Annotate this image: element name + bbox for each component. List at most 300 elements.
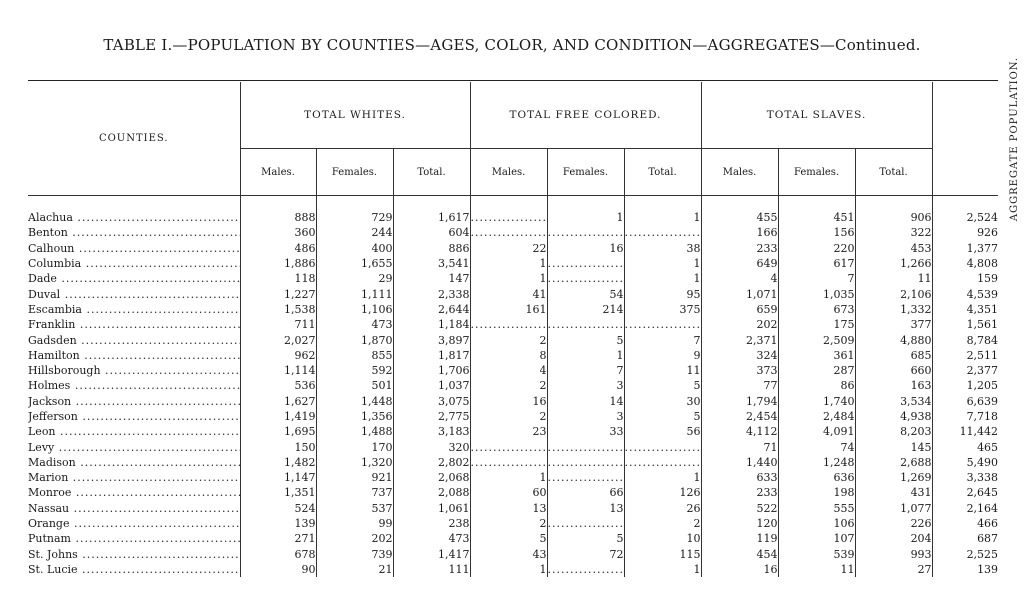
cell-fc-t: 2	[624, 516, 701, 531]
cell-s-f: 1,035	[778, 286, 855, 301]
cell-s-t: 2,688	[855, 455, 932, 470]
cell-w-t: 1,417	[393, 547, 470, 562]
cell-w-f: 592	[316, 363, 393, 378]
cell-s-t: 1,077	[855, 501, 932, 516]
cell-w-m: 1,419	[240, 409, 316, 424]
cell-fc-m: 23	[470, 424, 547, 439]
total-free-colored-header: TOTAL FREE COLORED.	[470, 82, 701, 149]
cell-s-f: 11	[778, 562, 855, 577]
table-row	[28, 455, 998, 470]
cell-s-m: 633	[701, 470, 778, 485]
cell-s-m: 77	[701, 378, 778, 393]
cell-agg: 11,442	[932, 424, 998, 439]
cell-s-m: 119	[701, 531, 778, 546]
cell-fc-m: 2	[470, 409, 547, 424]
cell-fc-m: 2	[470, 332, 547, 347]
cell-fc-t	[624, 225, 701, 240]
table-row	[28, 363, 998, 378]
county-name: Calhoun .....	[28, 242, 240, 255]
county-name-cell	[28, 241, 240, 256]
cell-w-m: 536	[240, 378, 316, 393]
cell-fc-f	[547, 317, 624, 332]
cell-fc-t: 1	[624, 210, 701, 225]
cell-fc-t: 56	[624, 424, 701, 439]
cell-w-m: 711	[240, 317, 316, 332]
cell-agg: 5,490	[932, 455, 998, 470]
cell-fc-m: 161	[470, 302, 547, 317]
cell-s-m: 4,112	[701, 424, 778, 439]
cell-s-m: 4	[701, 271, 778, 286]
counties-header: COUNTIES.	[28, 82, 240, 196]
cell-fc-m	[470, 210, 547, 225]
cell-fc-f	[547, 470, 624, 485]
cell-fc-t: 9	[624, 348, 701, 363]
cell-s-t: 1,269	[855, 470, 932, 485]
cell-s-f: 2,509	[778, 332, 855, 347]
cell-w-m: 888	[240, 210, 316, 225]
table-title: TABLE I.—POPULATION BY COUNTIES—AGES, COLOR, AND CONDITION—AGGREGATES—Continued.	[103, 36, 921, 54]
cell-w-t: 3,897	[393, 332, 470, 347]
cell-s-m: 659	[701, 302, 778, 317]
cell-w-m: 150	[240, 439, 316, 454]
cell-s-f: 636	[778, 470, 855, 485]
table-row	[28, 241, 998, 256]
whites-females-header: Females.	[316, 149, 393, 196]
cell-s-t: 4,938	[855, 409, 932, 424]
cell-fc-f: 7	[547, 363, 624, 378]
cell-w-t: 1,617	[393, 210, 470, 225]
cell-s-m: 324	[701, 348, 778, 363]
cell-agg: 1,377	[932, 241, 998, 256]
aggregate-population-label: AGGREGATE POPULATION.	[1008, 56, 1020, 221]
cell-fc-m	[470, 317, 547, 332]
county-name-cell	[28, 470, 240, 485]
cell-fc-f	[547, 439, 624, 454]
cell-w-f: 1,448	[316, 394, 393, 409]
cell-w-m: 271	[240, 531, 316, 546]
cell-fc-f: 5	[547, 332, 624, 347]
county-name: Holmes .....	[28, 379, 240, 392]
cell-fc-t: 11	[624, 363, 701, 378]
cell-agg: 7,718	[932, 409, 998, 424]
cell-fc-t: 10	[624, 531, 701, 546]
county-name-cell	[28, 485, 240, 500]
county-name: Alachua .....	[28, 211, 240, 224]
cell-fc-f	[547, 271, 624, 286]
cell-agg: 926	[932, 225, 998, 240]
table-body	[28, 196, 998, 578]
cell-w-t: 473	[393, 531, 470, 546]
cell-s-t: 685	[855, 348, 932, 363]
cell-s-m: 1,071	[701, 286, 778, 301]
cell-fc-m	[470, 455, 547, 470]
table-row	[28, 271, 998, 286]
county-name-cell	[28, 562, 240, 577]
cell-s-t: 11	[855, 271, 932, 286]
cell-agg: 4,808	[932, 256, 998, 271]
cell-fc-m: 1	[470, 562, 547, 577]
cell-s-m: 455	[701, 210, 778, 225]
cell-w-m: 118	[240, 271, 316, 286]
cell-w-t: 1,037	[393, 378, 470, 393]
county-name-cell	[28, 424, 240, 439]
cell-fc-f: 214	[547, 302, 624, 317]
table-row	[28, 409, 998, 424]
cell-s-f: 156	[778, 225, 855, 240]
cell-s-m: 166	[701, 225, 778, 240]
cell-s-t: 322	[855, 225, 932, 240]
cell-w-m: 524	[240, 501, 316, 516]
county-name-cell	[28, 348, 240, 363]
cell-fc-f	[547, 516, 624, 531]
cell-fc-m	[470, 225, 547, 240]
cell-fc-m: 1	[470, 470, 547, 485]
cell-w-t: 2,068	[393, 470, 470, 485]
cell-fc-t: 375	[624, 302, 701, 317]
population-table	[28, 56, 1020, 577]
free-colored-total-header: Total.	[624, 149, 701, 196]
cell-w-t: 3,075	[393, 394, 470, 409]
cell-s-m: 233	[701, 241, 778, 256]
cell-w-f: 921	[316, 470, 393, 485]
cell-w-f: 202	[316, 531, 393, 546]
cell-fc-t: 115	[624, 547, 701, 562]
cell-fc-t	[624, 455, 701, 470]
county-name: Hamilton .....	[28, 349, 240, 362]
cell-s-t: 145	[855, 439, 932, 454]
cell-agg: 4,539	[932, 286, 998, 301]
cell-s-m: 522	[701, 501, 778, 516]
cell-s-f: 287	[778, 363, 855, 378]
county-name: Columbia .....	[28, 257, 240, 270]
slaves-females-header: Females.	[778, 149, 855, 196]
cell-fc-f	[547, 455, 624, 470]
cell-s-f: 555	[778, 501, 855, 516]
cell-fc-t: 38	[624, 241, 701, 256]
cell-agg: 2,645	[932, 485, 998, 500]
cell-w-f: 1,870	[316, 332, 393, 347]
total-slaves-header: TOTAL SLAVES.	[701, 82, 932, 149]
county-name: Franklin .....	[28, 318, 240, 331]
county-name-cell	[28, 256, 240, 271]
county-name-cell	[28, 317, 240, 332]
whites-total-header: Total.	[393, 149, 470, 196]
county-name: Madison .....	[28, 456, 240, 469]
cell-w-t: 3,541	[393, 256, 470, 271]
table-row	[28, 562, 998, 577]
cell-agg: 465	[932, 439, 998, 454]
cell-w-f: 1,356	[316, 409, 393, 424]
county-name-cell	[28, 302, 240, 317]
cell-w-m: 2,027	[240, 332, 316, 347]
cell-s-f: 1,248	[778, 455, 855, 470]
cell-fc-f: 33	[547, 424, 624, 439]
county-name-cell	[28, 271, 240, 286]
cell-w-f: 99	[316, 516, 393, 531]
cell-w-m: 962	[240, 348, 316, 363]
cell-agg: 2,377	[932, 363, 998, 378]
county-name-cell	[28, 501, 240, 516]
cell-s-f: 1,740	[778, 394, 855, 409]
cell-w-t: 147	[393, 271, 470, 286]
cell-s-f: 175	[778, 317, 855, 332]
cell-s-t: 660	[855, 363, 932, 378]
cell-fc-t: 5	[624, 378, 701, 393]
cell-s-m: 2,371	[701, 332, 778, 347]
cell-agg: 3,338	[932, 470, 998, 485]
cell-fc-f	[547, 562, 624, 577]
cell-fc-f: 3	[547, 409, 624, 424]
cell-fc-f: 1	[547, 348, 624, 363]
cell-s-t: 906	[855, 210, 932, 225]
cell-s-t: 993	[855, 547, 932, 562]
cell-s-m: 454	[701, 547, 778, 562]
cell-w-m: 1,482	[240, 455, 316, 470]
cell-fc-t: 26	[624, 501, 701, 516]
county-name-cell	[28, 210, 240, 225]
cell-w-m: 1,227	[240, 286, 316, 301]
cell-w-t: 886	[393, 241, 470, 256]
cell-s-f: 673	[778, 302, 855, 317]
table-row	[28, 424, 998, 439]
county-name: St. Johns .....	[28, 548, 240, 561]
county-name-cell	[28, 547, 240, 562]
slaves-males-header: Males.	[701, 149, 778, 196]
cell-fc-t: 1	[624, 470, 701, 485]
cell-agg: 4,351	[932, 302, 998, 317]
whites-males-header: Males.	[240, 149, 316, 196]
cell-fc-f: 54	[547, 286, 624, 301]
free-colored-males-header: Males.	[470, 149, 547, 196]
cell-w-m: 1,627	[240, 394, 316, 409]
cell-w-f: 244	[316, 225, 393, 240]
county-name: Benton .....	[28, 226, 240, 239]
table-row	[28, 547, 998, 562]
cell-s-f: 4,091	[778, 424, 855, 439]
county-name-cell	[28, 332, 240, 347]
cell-s-f: 361	[778, 348, 855, 363]
cell-s-t: 27	[855, 562, 932, 577]
county-name: Duval .....	[28, 288, 240, 301]
cell-fc-m: 2	[470, 378, 547, 393]
cell-fc-m: 22	[470, 241, 547, 256]
cell-fc-t: 30	[624, 394, 701, 409]
county-name: Hillsborough .....	[28, 364, 240, 377]
cell-w-m: 678	[240, 547, 316, 562]
cell-s-t: 2,106	[855, 286, 932, 301]
cell-w-f: 537	[316, 501, 393, 516]
cell-fc-t: 7	[624, 332, 701, 347]
cell-s-m: 1,794	[701, 394, 778, 409]
cell-w-f: 1,111	[316, 286, 393, 301]
cell-fc-f: 72	[547, 547, 624, 562]
cell-fc-t	[624, 317, 701, 332]
cell-agg: 139	[932, 562, 998, 577]
cell-s-f: 617	[778, 256, 855, 271]
cell-w-m: 360	[240, 225, 316, 240]
cell-agg: 2,524	[932, 210, 998, 225]
cell-s-t: 8,203	[855, 424, 932, 439]
cell-w-m: 1,538	[240, 302, 316, 317]
cell-fc-m: 41	[470, 286, 547, 301]
county-name: Jefferson .....	[28, 410, 240, 423]
cell-w-m: 486	[240, 241, 316, 256]
cell-fc-t: 95	[624, 286, 701, 301]
cell-w-t: 2,775	[393, 409, 470, 424]
table-row	[28, 286, 998, 301]
county-name-cell	[28, 286, 240, 301]
cell-agg: 2,525	[932, 547, 998, 562]
cell-agg: 1,561	[932, 317, 998, 332]
cell-agg: 466	[932, 516, 998, 531]
cell-fc-m: 16	[470, 394, 547, 409]
county-name: Putnam .....	[28, 532, 240, 545]
county-name-cell	[28, 516, 240, 531]
cell-w-m: 139	[240, 516, 316, 531]
cell-fc-f: 1	[547, 210, 624, 225]
cell-agg: 2,511	[932, 348, 998, 363]
cell-s-m: 71	[701, 439, 778, 454]
cell-w-t: 238	[393, 516, 470, 531]
cell-w-f: 1,106	[316, 302, 393, 317]
cell-w-t: 2,802	[393, 455, 470, 470]
county-name-cell	[28, 394, 240, 409]
cell-fc-m: 5	[470, 531, 547, 546]
cell-fc-t: 1	[624, 271, 701, 286]
cell-s-t: 1,266	[855, 256, 932, 271]
cell-s-t: 431	[855, 485, 932, 500]
table-row	[28, 256, 998, 271]
cell-agg: 159	[932, 271, 998, 286]
cell-s-m: 233	[701, 485, 778, 500]
table-row	[28, 332, 998, 347]
cell-w-f: 739	[316, 547, 393, 562]
cell-fc-m: 4	[470, 363, 547, 378]
county-name-cell	[28, 378, 240, 393]
cell-fc-m: 13	[470, 501, 547, 516]
cell-w-f: 473	[316, 317, 393, 332]
cell-w-t: 2,088	[393, 485, 470, 500]
county-name: Orange .....	[28, 517, 240, 530]
cell-w-f: 1,655	[316, 256, 393, 271]
cell-w-t: 320	[393, 439, 470, 454]
county-name-cell	[28, 439, 240, 454]
cell-s-f: 220	[778, 241, 855, 256]
county-name: Monroe .....	[28, 486, 240, 499]
county-name-cell	[28, 363, 240, 378]
cell-w-f: 170	[316, 439, 393, 454]
cell-s-t: 3,534	[855, 394, 932, 409]
county-name-cell	[28, 225, 240, 240]
cell-w-m: 1,147	[240, 470, 316, 485]
cell-agg: 6,639	[932, 394, 998, 409]
cell-w-t: 1,706	[393, 363, 470, 378]
cell-fc-m: 8	[470, 348, 547, 363]
cell-w-m: 90	[240, 562, 316, 577]
cell-s-f: 198	[778, 485, 855, 500]
county-name-cell	[28, 409, 240, 424]
cell-w-f: 729	[316, 210, 393, 225]
cell-s-t: 226	[855, 516, 932, 531]
cell-s-m: 2,454	[701, 409, 778, 424]
cell-fc-m	[470, 439, 547, 454]
cell-s-m: 202	[701, 317, 778, 332]
cell-fc-t: 1	[624, 562, 701, 577]
cell-w-t: 2,644	[393, 302, 470, 317]
cell-w-f: 21	[316, 562, 393, 577]
table-row	[28, 225, 998, 240]
cell-w-f: 855	[316, 348, 393, 363]
cell-s-t: 377	[855, 317, 932, 332]
cell-fc-f: 5	[547, 531, 624, 546]
cell-s-m: 16	[701, 562, 778, 577]
cell-s-f: 86	[778, 378, 855, 393]
cell-w-f: 1,488	[316, 424, 393, 439]
cell-s-m: 1,440	[701, 455, 778, 470]
cell-w-t: 1,061	[393, 501, 470, 516]
cell-w-f: 737	[316, 485, 393, 500]
cell-w-f: 1,320	[316, 455, 393, 470]
cell-fc-f	[547, 256, 624, 271]
cell-s-f: 451	[778, 210, 855, 225]
table-row	[28, 485, 998, 500]
county-name-cell	[28, 455, 240, 470]
cell-fc-f: 16	[547, 241, 624, 256]
cell-fc-m: 2	[470, 516, 547, 531]
table-row	[28, 210, 998, 225]
cell-w-m: 1,351	[240, 485, 316, 500]
cell-w-t: 3,183	[393, 424, 470, 439]
county-name: Nassau .....	[28, 502, 240, 515]
cell-fc-f	[547, 225, 624, 240]
cell-w-t: 604	[393, 225, 470, 240]
table-row	[28, 348, 998, 363]
cell-fc-m: 60	[470, 485, 547, 500]
cell-s-f: 106	[778, 516, 855, 531]
cell-agg: 2,164	[932, 501, 998, 516]
cell-w-t: 1,184	[393, 317, 470, 332]
cell-w-f: 501	[316, 378, 393, 393]
cell-s-m: 120	[701, 516, 778, 531]
table-row	[28, 516, 998, 531]
cell-s-f: 2,484	[778, 409, 855, 424]
cell-w-m: 1,114	[240, 363, 316, 378]
county-name: Dade .....	[28, 272, 240, 285]
county-name: St. Lucie .....	[28, 563, 240, 576]
cell-w-m: 1,695	[240, 424, 316, 439]
total-whites-header: TOTAL WHITES.	[240, 82, 470, 149]
cell-fc-f: 13	[547, 501, 624, 516]
cell-s-f: 7	[778, 271, 855, 286]
cell-fc-m: 43	[470, 547, 547, 562]
top-rule	[28, 80, 998, 81]
cell-s-t: 204	[855, 531, 932, 546]
cell-s-t: 1,332	[855, 302, 932, 317]
table-row	[28, 394, 998, 409]
cell-w-f: 29	[316, 271, 393, 286]
table-row	[28, 378, 998, 393]
cell-w-m: 1,886	[240, 256, 316, 271]
slaves-total-header: Total.	[855, 149, 932, 196]
cell-agg: 1,205	[932, 378, 998, 393]
county-name: Jackson .....	[28, 395, 240, 408]
cell-w-t: 1,817	[393, 348, 470, 363]
cell-w-t: 111	[393, 562, 470, 577]
cell-s-t: 163	[855, 378, 932, 393]
cell-s-t: 453	[855, 241, 932, 256]
table-row	[28, 439, 998, 454]
cell-w-f: 400	[316, 241, 393, 256]
